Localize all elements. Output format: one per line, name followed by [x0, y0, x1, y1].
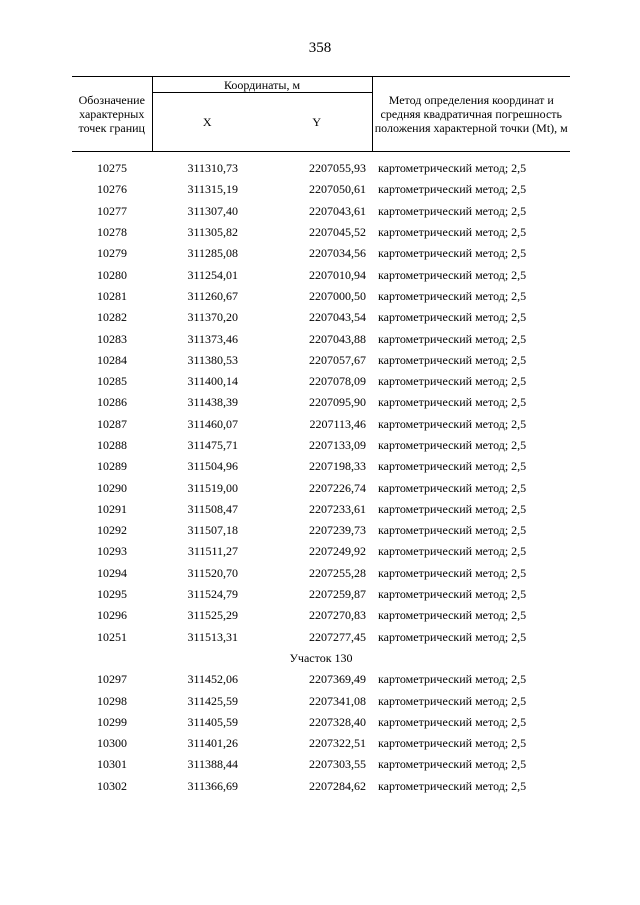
y-coordinate-cell: 2207259,87: [309, 587, 366, 602]
method-cell: картометрический метод; 2,5: [378, 480, 527, 495]
x-coordinate-cell: 311525,29: [187, 608, 238, 623]
point-id-cell: 10297: [97, 672, 127, 687]
x-coordinate-cell: 311388,44: [187, 757, 238, 772]
y-coordinate-cell: 2207270,83: [309, 608, 366, 623]
y-coordinate-cell: 2207043,54: [309, 310, 366, 325]
coordinates-header: Координаты, м: [152, 77, 372, 93]
method-cell: картометрический метод; 2,5: [378, 395, 527, 410]
point-id-cell: 10279: [97, 246, 127, 261]
point-id-cell: 10284: [97, 352, 127, 367]
point-id-cell: 10278: [97, 225, 127, 240]
y-coordinate-cell: 2207239,73: [309, 523, 366, 538]
x-coordinate-cell: 311401,26: [187, 736, 238, 751]
table-header: [72, 77, 570, 152]
point-id-cell: 10281: [97, 288, 127, 303]
table-row: [72, 307, 570, 328]
table-row: [72, 414, 570, 435]
x-coordinate-cell: 311460,07: [187, 416, 238, 431]
y-coordinate-cell: 2207249,92: [309, 544, 366, 559]
x-coordinate-cell: 311315,19: [187, 182, 238, 197]
point-id-cell: 10285: [97, 374, 127, 389]
section-title: Участок 130: [289, 650, 353, 665]
y-coordinate-cell: 2207078,09: [309, 374, 366, 389]
table-row: [72, 477, 570, 498]
y-coordinate-cell: 2207133,09: [309, 438, 366, 452]
table-row: [72, 371, 570, 392]
y-coordinate-cell: 2207034,56: [309, 246, 366, 261]
y-coordinate-cell: 2207328,40: [309, 714, 366, 729]
y-coordinate-cell: 2207095,90: [309, 395, 366, 410]
y-coordinate-cell: 2207198,33: [309, 459, 366, 474]
point-id-cell: 10296: [97, 608, 127, 623]
table-row: [72, 669, 570, 690]
point-id-cell: 10301: [97, 757, 127, 772]
table-row: [72, 605, 570, 626]
x-coordinate-cell: 311520,70: [187, 565, 238, 580]
point-id-cell: 10292: [97, 523, 127, 538]
method-cell: картометрический метод; 2,5: [378, 416, 527, 431]
x-coordinate-cell: 311254,01: [187, 267, 238, 282]
y-coordinate-cell: 2207045,52: [309, 225, 366, 240]
method-cell: картометрический метод; 2,5: [378, 267, 527, 282]
y-coordinate-cell: 2207000,50: [309, 288, 366, 303]
table-row: [72, 158, 570, 179]
x-coordinate-cell: 311519,00: [187, 480, 238, 495]
y-coordinate-cell: 2207284,62: [309, 778, 366, 793]
x-coordinate-cell: 311260,67: [187, 288, 238, 303]
y-coordinate-cell: 2207113,46: [309, 416, 366, 431]
method-cell: картометрический метод; 2,5: [378, 544, 527, 559]
x-coordinate-cell: 311452,06: [187, 672, 238, 687]
point-id-cell: 10300: [97, 736, 127, 751]
x-coordinate-cell: 311508,47: [187, 501, 238, 516]
section-heading-row: [72, 648, 570, 669]
method-cell: картометрический метод; 2,5: [378, 736, 527, 751]
y-coordinate-cell: 2207303,55: [309, 757, 366, 772]
method-cell: картометрический метод; 2,5: [378, 182, 527, 197]
method-cell: картометрический метод; 2,5: [378, 629, 527, 644]
table-row: [72, 690, 570, 711]
table-row: [72, 392, 570, 413]
point-id-cell: 10288: [97, 438, 127, 452]
table-row: [72, 541, 570, 562]
point-id-cell: 10287: [97, 416, 127, 431]
x-coordinate-cell: 311380,53: [187, 352, 238, 367]
x-header: X: [152, 93, 262, 152]
x-coordinate-cell: 311504,96: [187, 459, 238, 474]
method-cell: картометрический метод; 2,5: [378, 501, 527, 516]
point-id-cell: 10289: [97, 459, 127, 474]
y-coordinate-cell: 2207341,08: [309, 693, 366, 708]
y-header: Y: [262, 93, 372, 152]
x-coordinate-cell: 311511,27: [187, 544, 238, 559]
x-coordinate-cell: 311425,59: [187, 693, 238, 708]
y-coordinate-cell: 2207043,88: [309, 331, 366, 346]
point-id-cell: 10277: [97, 203, 127, 218]
point-id-cell: 10280: [97, 267, 127, 282]
method-cell: картометрический метод; 2,5: [378, 225, 527, 240]
table-row: [72, 563, 570, 584]
y-coordinate-cell: 2207255,28: [309, 565, 366, 580]
y-coordinate-cell: 2207226,74: [309, 480, 366, 495]
method-cell: картометрический метод; 2,5: [378, 523, 527, 538]
table-row: [72, 754, 570, 775]
method-cell: картометрический метод; 2,5: [378, 778, 527, 793]
table-row: [72, 264, 570, 285]
y-coordinate-cell: 2207369,49: [309, 672, 366, 687]
x-coordinate-cell: 311285,08: [187, 246, 238, 261]
method-cell: картометрический метод; 2,5: [378, 310, 527, 325]
point-id-cell: 10294: [97, 565, 127, 580]
table-row: [72, 733, 570, 754]
method-cell: картометрический метод; 2,5: [378, 203, 527, 218]
method-cell: картометрический метод; 2,5: [378, 757, 527, 772]
y-coordinate-cell: 2207233,61: [309, 501, 366, 516]
y-coordinate-cell: 2207055,93: [309, 161, 366, 176]
method-cell: картометрический метод; 2,5: [378, 288, 527, 303]
y-coordinate-cell: 2207322,51: [309, 736, 366, 751]
table-row: [72, 712, 570, 733]
point-id-cell: 10275: [97, 161, 127, 176]
x-coordinate-cell: 311307,40: [187, 203, 238, 218]
y-coordinate-cell: 2207277,45: [309, 629, 366, 644]
x-coordinate-cell: 311373,46: [187, 331, 238, 346]
method-cell: картометрический метод; 2,5: [378, 565, 527, 580]
point-id-cell: 10298: [97, 693, 127, 708]
method-cell: картометрический метод; 2,5: [378, 459, 527, 474]
table-row: [72, 776, 570, 797]
point-id-cell: 10293: [97, 544, 127, 559]
method-cell: картометрический метод; 2,5: [378, 672, 527, 687]
method-cell: картометрический метод; 2,5: [378, 246, 527, 261]
table-row: [72, 201, 570, 222]
table-row: [72, 243, 570, 264]
y-coordinate-cell: 2207043,61: [309, 203, 366, 218]
method-cell: картометрический метод; 2,5: [378, 714, 527, 729]
x-coordinate-cell: 311366,69: [187, 778, 238, 793]
x-coordinate-cell: 311507,18: [187, 523, 238, 538]
method-cell: картометрический метод; 2,5: [378, 587, 527, 602]
point-id-cell: 10299: [97, 714, 127, 729]
x-coordinate-cell: 311310,73: [187, 161, 238, 176]
method-cell: картометрический метод; 2,5: [378, 438, 527, 452]
y-coordinate-cell: 2207050,61: [309, 182, 366, 197]
table-row: [72, 627, 570, 648]
point-id-cell: 10276: [97, 182, 127, 197]
coordinates-table: [72, 76, 570, 797]
point-id-cell: 10283: [97, 331, 127, 346]
x-coordinate-cell: 311370,20: [187, 310, 238, 325]
method-header: Метод определения координат и средняя квадратичная погрешность положения характерной точки (Mt), м: [372, 77, 570, 152]
table-row: [72, 520, 570, 541]
method-cell: картометрический метод; 2,5: [378, 161, 527, 176]
point-id-cell: 10295: [97, 587, 127, 602]
table-row: [72, 179, 570, 200]
y-coordinate-cell: 2207010,94: [309, 267, 366, 282]
table-body: [72, 152, 570, 797]
x-coordinate-cell: 311438,39: [187, 395, 238, 410]
x-coordinate-cell: 311400,14: [187, 374, 238, 389]
table-row: [72, 328, 570, 349]
point-designation-header: Обозначение характерных точек границ: [72, 77, 152, 152]
method-cell: картометрический метод; 2,5: [378, 608, 527, 623]
point-id-cell: 10302: [97, 778, 127, 793]
page-number: 358: [308, 40, 332, 56]
x-coordinate-cell: 311305,82: [187, 225, 238, 240]
method-cell: картометрический метод; 2,5: [378, 693, 527, 708]
method-cell: картометрический метод; 2,5: [378, 374, 527, 389]
point-id-cell: 10290: [97, 480, 127, 495]
table-row: [72, 350, 570, 371]
x-coordinate-cell: 311475,71: [187, 438, 238, 452]
point-id-cell: 10251: [97, 629, 127, 644]
table-row: [72, 222, 570, 243]
table-row: [72, 286, 570, 307]
table-row: [72, 435, 570, 456]
method-cell: картометрический метод; 2,5: [378, 352, 527, 367]
x-coordinate-cell: 311524,79: [187, 587, 238, 602]
table-row: [72, 584, 570, 605]
point-id-cell: 10282: [97, 310, 127, 325]
x-coordinate-cell: 311405,59: [187, 714, 238, 729]
point-id-cell: 10286: [97, 395, 127, 410]
method-cell: картометрический метод; 2,5: [378, 331, 527, 346]
point-id-cell: 10291: [97, 501, 127, 516]
y-coordinate-cell: 2207057,67: [309, 352, 366, 367]
table-row: [72, 456, 570, 477]
x-coordinate-cell: 311513,31: [187, 629, 238, 644]
table-row: [72, 499, 570, 520]
